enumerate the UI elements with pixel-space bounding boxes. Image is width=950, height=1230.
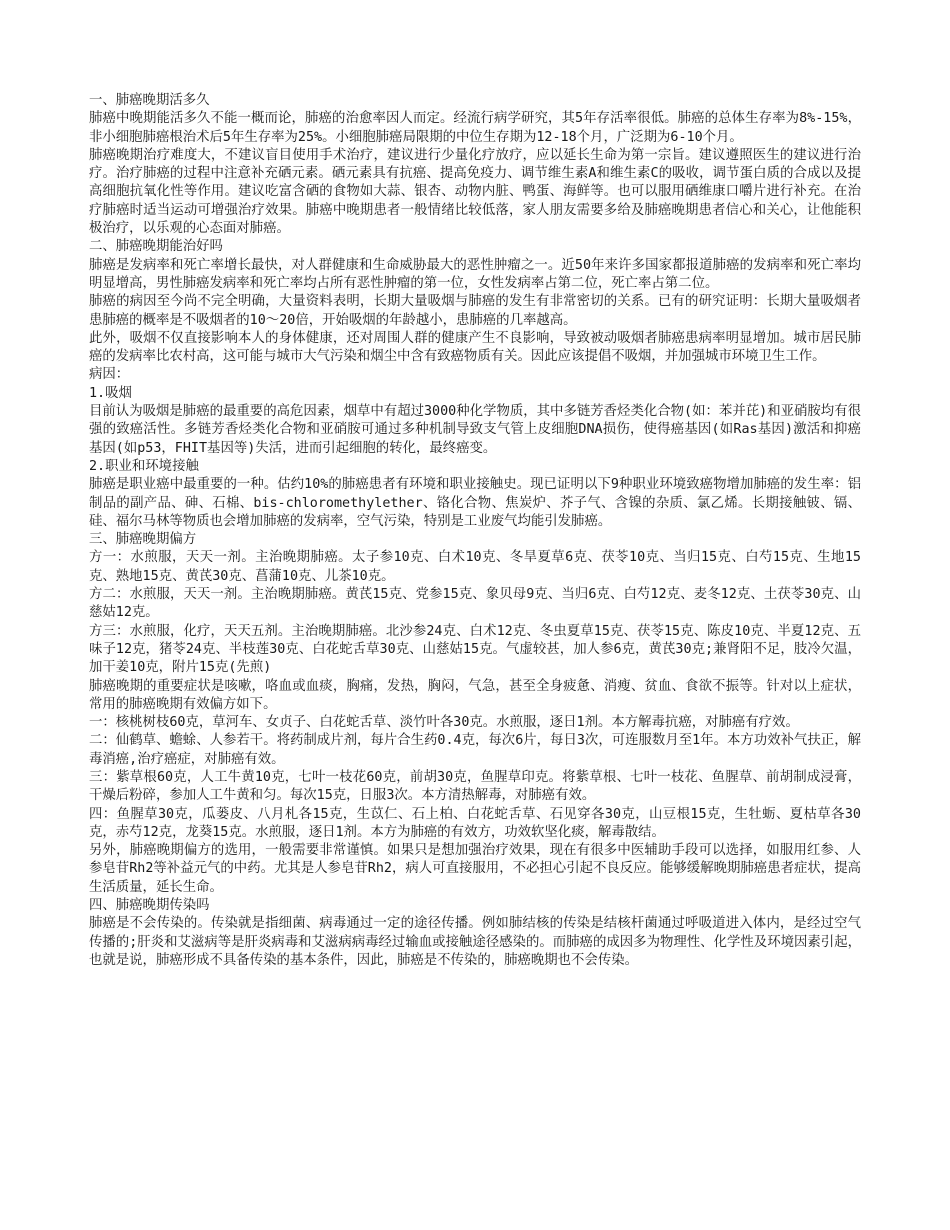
subheading-smoking: 1.吸烟: [89, 385, 132, 401]
section-heading-remedies: 三、肺癌晚期偏方: [89, 532, 197, 548]
paragraph-remedy-three: 方三：水煎服，化疗，天天五剂。主治晚期肺癌。北沙参24克、白术12克、冬虫夏草15克、茯苓15克、陈皮10克、半夏12克、五味子12克，猪苓24克、半枝莲30克、白花蛇舌草30克、山慈姑15克。气虚较甚，加人参6克，黄芪30克;兼肾阳不足，肢冷欠温，加干姜10克，附片15克(先煎): [89, 623, 861, 676]
section-heading-contagious: 四、肺癌晚期传染吗: [89, 898, 210, 914]
paragraph-survival-rates: 肺癌中晚期能活多久不能一概而论，肺癌的治愈率因人而定。经流行病学研究，其5年存活率很低。肺癌的总体生存率为8%-15%，非小细胞肺癌根治术后5年生存率为25%。小细胞肺癌局限期的中位生存期为12-18个月，广泛期为6-10个月。: [89, 111, 861, 145]
paragraph-smoking-risk: 肺癌的病因至今尚不完全明确，大量资料表明，长期大量吸烟与肺癌的发生有非常密切的关系。已有的研究证明：长期大量吸烟者患肺癌的概率是不吸烟者的10～20倍，开始吸烟的年龄越小，患肺癌的几率越高。: [89, 294, 861, 328]
paragraph-prescription-three: 三：紫草根60克，人工牛黄10克，七叶一枝花60克，前胡30克，鱼腥草印克。将紫草根、七叶一枝花、鱼腥草、前胡制成浸膏，干燥后粉碎，参加人工牛黄和匀。每次15克，日服3次。本方清热解毒，对肺癌有效。: [89, 769, 861, 804]
section-heading-survival: 一、肺癌晚期活多久: [89, 93, 210, 108]
paragraph-caution: 另外，肺癌晚期偏方的选用，一般需要非常谨慎。如果只是想加强治疗效果，现在有很多中医辅助手段可以选择，如服用红参、人参皂苷Rh2等补益元气的中药。尤其是人参皂苷Rh2，病人可直接服用，不必担心引起不良反应。能够缓解晚期肺癌患者症状，提高生活质量，延长生命。: [89, 843, 861, 895]
subheading-occupational: 2.职业和环境接触: [89, 458, 199, 474]
paragraph-occupational-exposure: 肺癌是职业癌中最重要的一种。估约10%的肺癌患者有环境和职业接触史。现已证明以下9种职业环境致癌物增加肺癌的发生率：铝制品的副产品、砷、石棉、bis-chloromethylether、铬化合物、焦炭炉、芥子气、含镍的杂质、氯乙烯。长期接触铍、镉、硅、福尔马林等物质也会增加肺癌的发病率，空气污染，特别是工业废气均能引发肺癌。: [89, 477, 861, 529]
paragraph-prescription-two: 二：仙鹤草、蟾蜍、人参若干。将药制成片剂，每片合生药0.4克，每次6片，每日3次，可连服数月至1年。本方功效补气扶正，解毒消癌,治疗癌症，对肺癌有效。: [89, 733, 861, 767]
paragraph-passive-smoking: 此外，吸烟不仅直接影响本人的身体健康，还对周围人群的健康产生不良影响，导致被动吸烟者肺癌患病率明显增加。城市居民肺癌的发病率比农村高，这可能与城市大气污染和烟尘中含有致癌物质有关。因此应该提倡不吸烟，并加强城市环境卫生工作。: [89, 330, 861, 365]
section-heading-curable: 二、肺癌晚期能治好吗: [89, 239, 223, 255]
subheading-causes: 病因：: [89, 367, 130, 383]
paragraph-remedy-two: 方二：水煎服，天天一剂。主治晚期肺癌。黄芪15克、党参15克、象贝母9克、当归6克、白芍12克、麦冬12克、土茯苓30克、山慈姑12克。: [89, 587, 861, 621]
article-body: [89, 92, 861, 970]
paragraph-remedy-one: 方一：水煎服，天天一剂。主治晚期肺癌。太子参10克、白术10克、冬旱夏草6克、茯苓10克、当归15克、白芍15克、生地15克、熟地15克、黄芪30克、菖蒲10克、儿茶10克。: [89, 550, 861, 584]
paragraph-prescription-one: 一：核桃树枝60克，草河车、女贞子、白花蛇舌草、淡竹叶各30克。水煎服，逐日1剂。本方解毒抗癌，对肺癌有疗效。: [89, 715, 799, 731]
paragraph-treatment-advice: 肺癌晚期治疗难度大，不建议盲目使用手术治疗，建议进行少量化疗放疗，应以延长生命为第一宗旨。建议遵照医生的建议进行治疗。治疗肺癌的过程中注意补充硒元素。硒元素具有抗癌、提高免疫力、调节维生素A和维生素C的吸收，调节蛋白质的合成以及提高细胞抗氧化性等作用。建议吃富含硒的食物如大蒜、银杏、动物内脏、鸭蛋、海鲜等。也可以服用硒维康口嚼片进行补充。在治疗肺癌时适当运动可增强治疗效果。肺癌中晚期患者一般情绪比较低落，家人朋友需要多给及肺癌晚期患者信心和关心，让他能积极治疗，以乐观的心态面对肺癌。: [89, 147, 861, 237]
paragraph-prescription-four: 四：鱼腥草30克，瓜蒌皮、八月札各15克，生苡仁、石上柏、白花蛇舌草、石见穿各30克，山豆根15克，生牡蛎、夏枯草各30克，赤芍12克，龙葵15克。水煎服，逐日1剂。本方为肺癌的有效方，功效软坚化痰，解毒散结。: [89, 806, 861, 840]
paragraph-not-contagious: 肺癌是不会传染的。传染就是指细菌、病毒通过一定的途径传播。例如肺结核的传染是结核杆菌通过呼吸道进入体内，是经过空气传播的;肝炎和艾滋病等是肝炎病毒和艾滋病病毒经过输血或接触途径感染的。而肺癌的成因多为物理性、化学性及环境因素引起，也就是说，肺癌形成不具备传染的基本条件，因此，肺癌是不传染的，肺癌晚期也不会传染。: [89, 916, 861, 968]
paragraph-incidence: 肺癌是发病率和死亡率增长最快，对人群健康和生命威胁最大的恶性肿瘤之一。近50年来许多国家都报道肺癌的发病率和死亡率均明显增高，男性肺癌发病率和死亡率均占所有恶性肿瘤的第一位，女性发病率占第二位，死亡率占第二位。: [89, 257, 861, 291]
paragraph-symptoms: 肺癌晚期的重要症状是咳嗽，咯血或血痰，胸痛，发热，胸闷，气急，甚至全身疲惫、消瘦、贫血、食欲不振等。针对以上症状，常用的肺癌晚期有效偏方如下。: [89, 678, 861, 712]
paragraph-smoking-carcinogens: 目前认为吸烟是肺癌的最重要的高危因素，烟草中有超过3000种化学物质，其中多链芳香烃类化合物(如：苯并芘)和亚硝胺均有很强的致癌活性。多链芳香烃类化合物和亚硝胺可通过多种机制导致支气管上皮细胞DNA损伤，使得癌基因(如Ras基因)激活和抑癌基因(如p53，FHIT基因等)失活，进而引起细胞的转化，最终癌变。: [89, 404, 861, 456]
